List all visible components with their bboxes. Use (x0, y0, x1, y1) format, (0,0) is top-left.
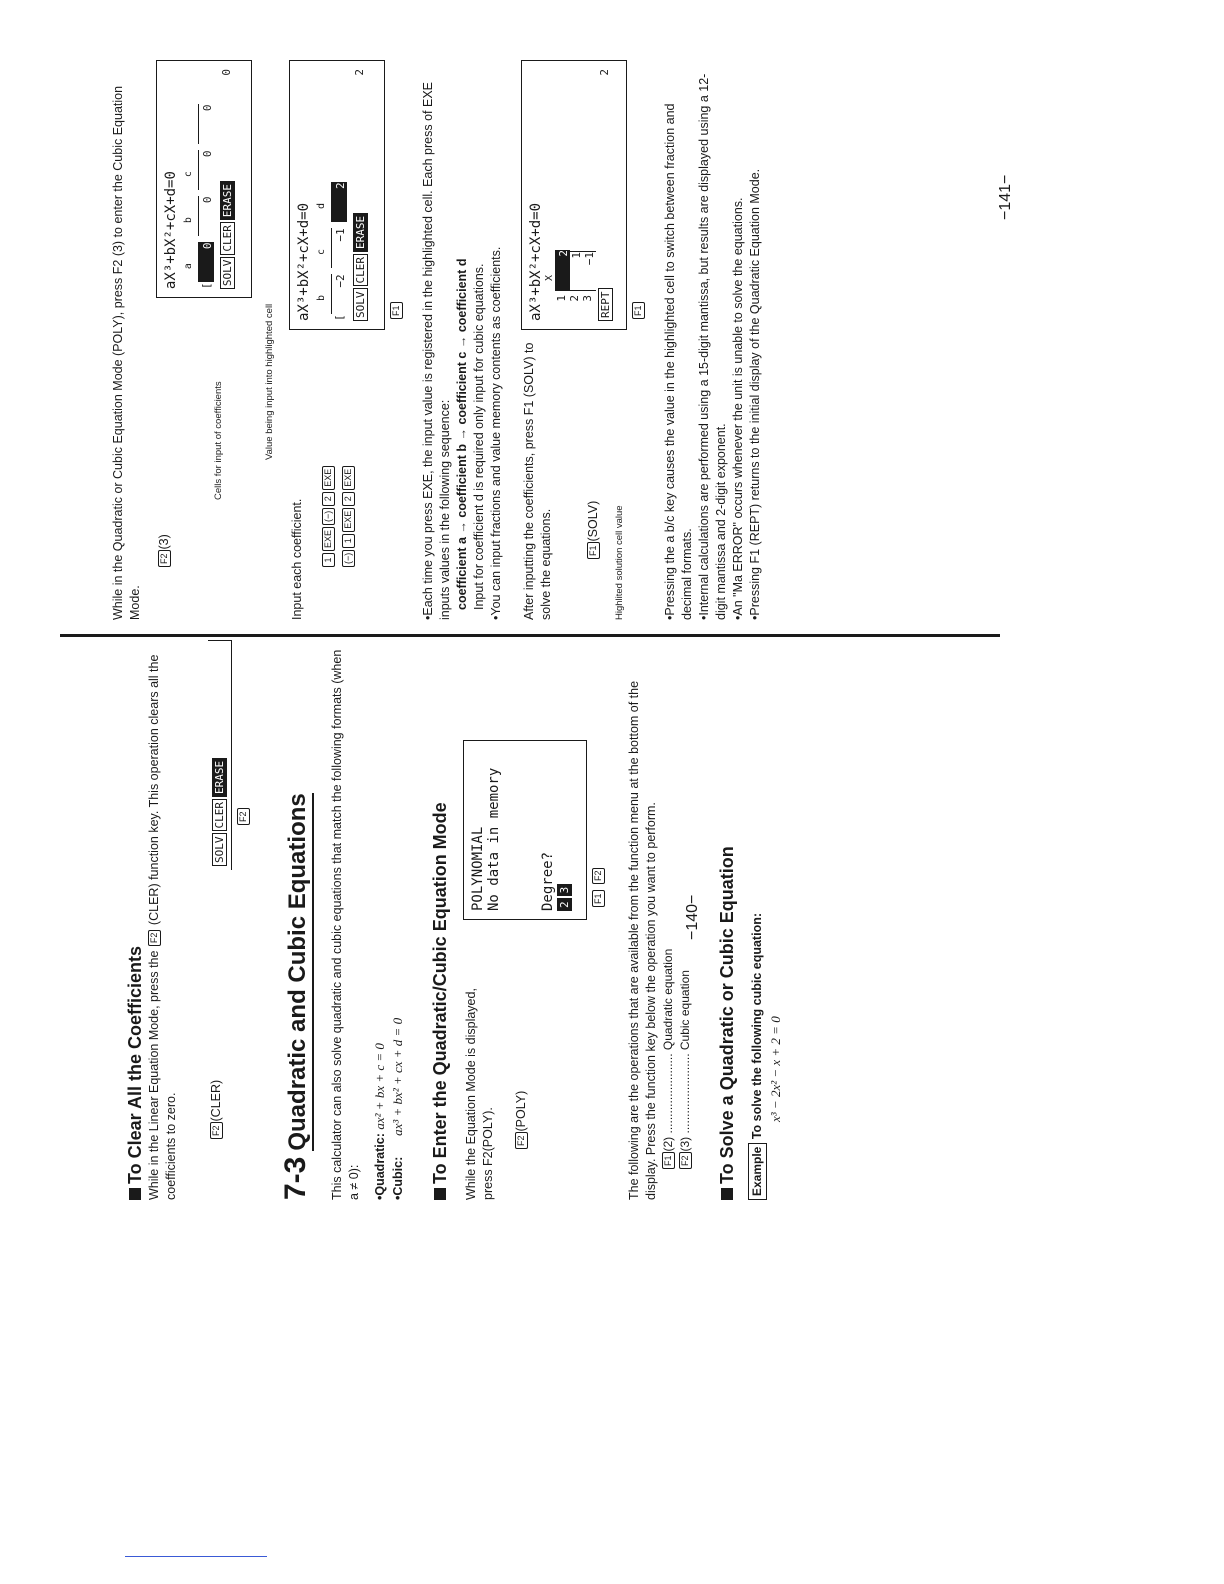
intro-text: While in the Quadratic or Cubic Equation Mode (POLY), press F2 (3) to enter the Cubic Equation Mode. (111, 85, 142, 620)
label-cells: Cells for input of coefficients (213, 381, 224, 500)
intro-text: This calculator can also solve quadratic and cubic equations that match the following formats (when a ≠ 0): (330, 649, 361, 1200)
page-divider (60, 634, 1000, 637)
input-text: Input each coefficient. (290, 498, 304, 620)
input-keys-1: 1EXE(−)2EXE (320, 320, 338, 568)
cubic-line: •Cubic: ax³ + bx² + cx + d = 0 (390, 1017, 405, 1200)
ops-text: The following are the operations that are available from the function menu at the bottom of the display. Press the function key below the operation you want to perform. (627, 680, 658, 1200)
label-solution: Highlited solution cell value (614, 505, 625, 620)
page-number: −140− (684, 894, 701, 940)
enter-step: F2(POLY) (513, 980, 530, 1150)
clear-heading: To Clear All the Coefficients (124, 640, 146, 1200)
section-heading: 7-3Quadratic and Cubic Equations (279, 793, 312, 1200)
menu-cler: CLER (212, 799, 227, 832)
cubic-display-3: aX³+bX²+cX+d=0 X 1 2 3 2 1 −1 REPT 2 (521, 60, 627, 330)
f1-key: F1 (632, 302, 645, 319)
solve-heading: To Solve a Quadratic or Cubic Equation (716, 640, 738, 1200)
note-2: •Internal calculations are performed using a 15-digit mantissa, but results are displayed using a 12-digit mantissa and 2-digit exponent. (697, 73, 728, 620)
after-text: After inputting the coefficients, press F1 (SOLV) to solve the equations. (522, 342, 553, 620)
bullet-1b: Input for coefficient d is required only input for cubic equations. (472, 263, 486, 610)
menu-erase: ERASE (212, 758, 227, 797)
f2-key: F2 (237, 808, 250, 825)
note-3: •An "Ma ERROR" occurs whenever the unit is unable to solve the equations. (731, 197, 745, 620)
clear-text: While in the Linear Equation Mode, press the F2 (CLER) function key. This operation clears all the coefficients to zero. (147, 654, 178, 1200)
f1-key: F1 (390, 302, 403, 319)
enter-heading: To Enter the Quadratic/Cubic Equation Mode (429, 640, 451, 1200)
op1: F1(2) ........................ Quadratic equation (660, 640, 677, 1170)
step1: F2(3) (156, 288, 173, 568)
solv-step: F1(SOLV) (585, 320, 602, 560)
example-line: Example To solve the following cubic equation: (748, 640, 767, 1200)
cubic-display-1: aX³+bX²+cX+d=0 a b c [ 0 0 0 0 SOLVCLERERASE 0 (156, 60, 252, 298)
page-140 (110, 640, 783, 1200)
note-4: •Pressing F1 (REPT) returns to the initial display of the Quadratic Equation Mode. (748, 168, 762, 620)
page-number: −141− (997, 174, 1014, 220)
f2-key: F2 (592, 868, 605, 885)
clear-step: F2(CLER) (208, 990, 225, 1140)
label-value: Value being input into highlighted cell (264, 303, 275, 460)
menu-solv: SOLV (212, 834, 227, 867)
note-1: •Pressing the a b/c key causes the value in the highlighted cell to switch between fraction and decimal formats. (663, 103, 694, 620)
input-keys-2: (−)1EXE2EXE (340, 320, 358, 568)
quadratic-line: •Quadratic: ax² + bx + c = 0 (372, 1043, 387, 1200)
bullet-2: •You can input fractions and value memory contents as coefficients. (489, 246, 503, 620)
clear-display (208, 640, 253, 870)
poly-display: POLYNOMIAL No data in memory Degree? 23 (463, 740, 587, 920)
f2-key: F2 (148, 930, 161, 947)
bullet-1: •Each time you press EXE, the input value is registered in the highlighted cell. Each press of EXE inputs values in the following sequence: (421, 81, 452, 620)
link-underline (125, 1556, 267, 1557)
example-eq: x³ − 2x² − x + 2 = 0 (768, 1016, 783, 1122)
cubic-display-2: aX³+bX²+cX+d=0 b c d [ −2 −1 2 SOLVCLERERASE 2 (289, 60, 385, 330)
op2: F2(3) ........................ Cubic equation (677, 640, 694, 1170)
page-141 (110, 60, 1014, 620)
enter-text: While the Equation Mode is displayed, press F2(POLY). (464, 988, 495, 1200)
sequence: coefficient a → coefficient b → coefficient c → coefficient d (455, 258, 469, 610)
f1-key: F1 (592, 890, 605, 907)
